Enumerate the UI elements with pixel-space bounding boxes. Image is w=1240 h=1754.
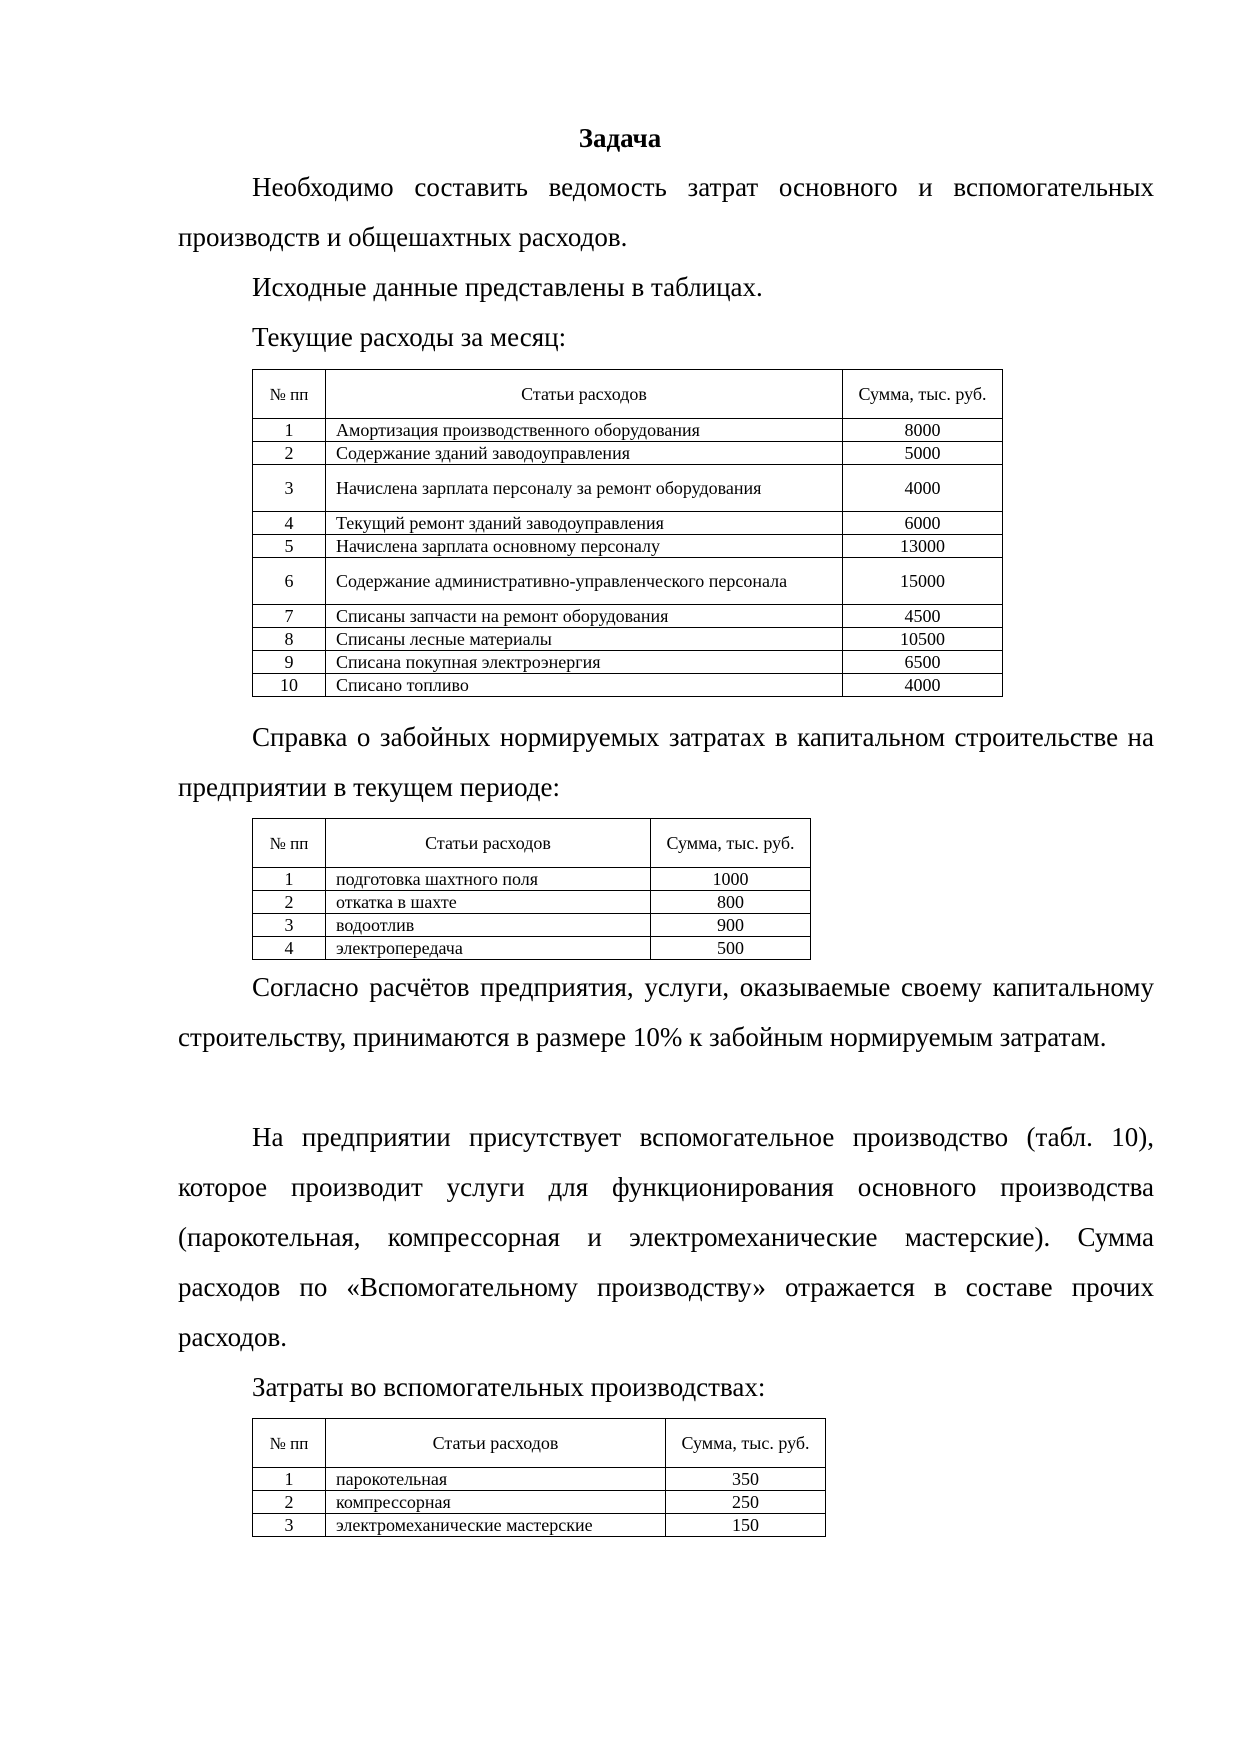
cell-sum: 5000 xyxy=(843,442,1003,465)
table-row xyxy=(253,558,1003,605)
cell-sum: 10500 xyxy=(843,628,1003,651)
cell-num: 2 xyxy=(253,891,326,914)
table-row xyxy=(253,535,1003,558)
cell-num: 3 xyxy=(253,914,326,937)
cell-sum: 150 xyxy=(666,1514,826,1537)
cell-sum: 1000 xyxy=(651,868,811,891)
table-row xyxy=(253,465,1003,512)
paragraph-services-rate: Согласно расчётов предприятия, услуги, оказываемые своему капитальному строительству, принимаются в размере 10% к забойным нормируемым затратам. xyxy=(178,972,1154,1052)
cell-num: 1 xyxy=(253,419,326,442)
document-title: Задача xyxy=(578,123,662,153)
table-capital-construction xyxy=(252,818,811,960)
cell-name: электромеханические мастерские xyxy=(326,1514,666,1537)
cell-num: 2 xyxy=(253,442,326,465)
header-name: Статьи расходов xyxy=(326,1419,666,1468)
cell-sum: 800 xyxy=(651,891,811,914)
table-header-row xyxy=(253,1419,826,1468)
header-name: Статьи расходов xyxy=(326,370,843,419)
cell-sum: 6000 xyxy=(843,512,1003,535)
cell-name: Списаны запчасти на ремонт оборудования xyxy=(326,605,843,628)
cell-num: 10 xyxy=(253,674,326,697)
cell-sum: 8000 xyxy=(843,419,1003,442)
table-row xyxy=(253,891,811,914)
header-sum: Сумма, тыс. руб. xyxy=(651,819,811,868)
header-num: № пп xyxy=(253,1419,326,1468)
paragraph-source-data: Исходные данные представлены в таблицах. xyxy=(252,272,763,302)
cell-name: Содержание административно-управленческого персонала xyxy=(326,558,843,605)
cell-sum: 250 xyxy=(666,1491,826,1514)
cell-name: парокотельная xyxy=(326,1468,666,1491)
cell-sum: 900 xyxy=(651,914,811,937)
cell-name: Начислена зарплата персоналу за ремонт оборудования xyxy=(326,465,843,512)
header-sum: Сумма, тыс. руб. xyxy=(843,370,1003,419)
cell-name: Амортизация производственного оборудования xyxy=(326,419,843,442)
cell-sum: 4000 xyxy=(843,674,1003,697)
cell-num: 3 xyxy=(253,1514,326,1537)
cell-name: откатка в шахте xyxy=(326,891,651,914)
paragraph-auxiliary-costs: Затраты во вспомогательных производствах: xyxy=(252,1372,766,1402)
table-row xyxy=(253,442,1003,465)
cell-sum: 500 xyxy=(651,937,811,960)
header-sum: Сумма, тыс. руб. xyxy=(666,1419,826,1468)
cell-name: электропередача xyxy=(326,937,651,960)
table-row xyxy=(253,651,1003,674)
table-monthly-expenses xyxy=(252,369,1003,697)
cell-num: 8 xyxy=(253,628,326,651)
cell-sum: 350 xyxy=(666,1468,826,1491)
cell-num: 4 xyxy=(253,937,326,960)
cell-num: 1 xyxy=(253,868,326,891)
cell-num: 6 xyxy=(253,558,326,605)
cell-num: 5 xyxy=(253,535,326,558)
cell-name: Списано топливо xyxy=(326,674,843,697)
cell-num: 4 xyxy=(253,512,326,535)
table-row xyxy=(253,868,811,891)
cell-name: Начислена зарплата основному персоналу xyxy=(326,535,843,558)
paragraph-capital-construction: Справка о забойных нормируемых затратах в капитальном строительстве на предприятии в текущем периоде: xyxy=(178,722,1154,802)
table-row xyxy=(253,1468,826,1491)
paragraph-task: Необходимо составить ведомость затрат основного и вспомогательных производств и общешахтных расходов. xyxy=(178,172,1154,252)
table-row xyxy=(253,937,811,960)
paragraph-auxiliary-production: На предприятии присутствует вспомогательное производство (табл. 10), которое производит услуги для функционирования основного производства (парокотельная, компрессорная и электромеханические мастерские). Сумма расходов по «Вспомогательному производству» отражается в составе прочих расходов. xyxy=(178,1122,1154,1352)
cell-name: Списаны лесные материалы xyxy=(326,628,843,651)
cell-sum: 13000 xyxy=(843,535,1003,558)
table-auxiliary-costs xyxy=(252,1418,826,1537)
table-row xyxy=(253,674,1003,697)
header-num: № пп xyxy=(253,370,326,419)
cell-num: 9 xyxy=(253,651,326,674)
cell-name: подготовка шахтного поля xyxy=(326,868,651,891)
table-header-row xyxy=(253,819,811,868)
table-row xyxy=(253,914,811,937)
table-header-row xyxy=(253,370,1003,419)
cell-num: 2 xyxy=(253,1491,326,1514)
cell-num: 3 xyxy=(253,465,326,512)
table-row xyxy=(253,1491,826,1514)
cell-name: водоотлив xyxy=(326,914,651,937)
cell-num: 7 xyxy=(253,605,326,628)
table-row xyxy=(253,419,1003,442)
header-num: № пп xyxy=(253,819,326,868)
cell-sum: 4000 xyxy=(843,465,1003,512)
table-row xyxy=(253,512,1003,535)
cell-sum: 15000 xyxy=(843,558,1003,605)
cell-num: 1 xyxy=(253,1468,326,1491)
table-row xyxy=(253,605,1003,628)
header-name: Статьи расходов xyxy=(326,819,651,868)
paragraph-monthly-expenses: Текущие расходы за месяц: xyxy=(252,322,567,352)
table-row xyxy=(253,1514,826,1537)
cell-name: компрессорная xyxy=(326,1491,666,1514)
cell-name: Списана покупная электроэнергия xyxy=(326,651,843,674)
cell-sum: 4500 xyxy=(843,605,1003,628)
cell-name: Содержание зданий заводоуправления xyxy=(326,442,843,465)
cell-sum: 6500 xyxy=(843,651,1003,674)
table-row xyxy=(253,628,1003,651)
cell-name: Текущий ремонт зданий заводоуправления xyxy=(326,512,843,535)
